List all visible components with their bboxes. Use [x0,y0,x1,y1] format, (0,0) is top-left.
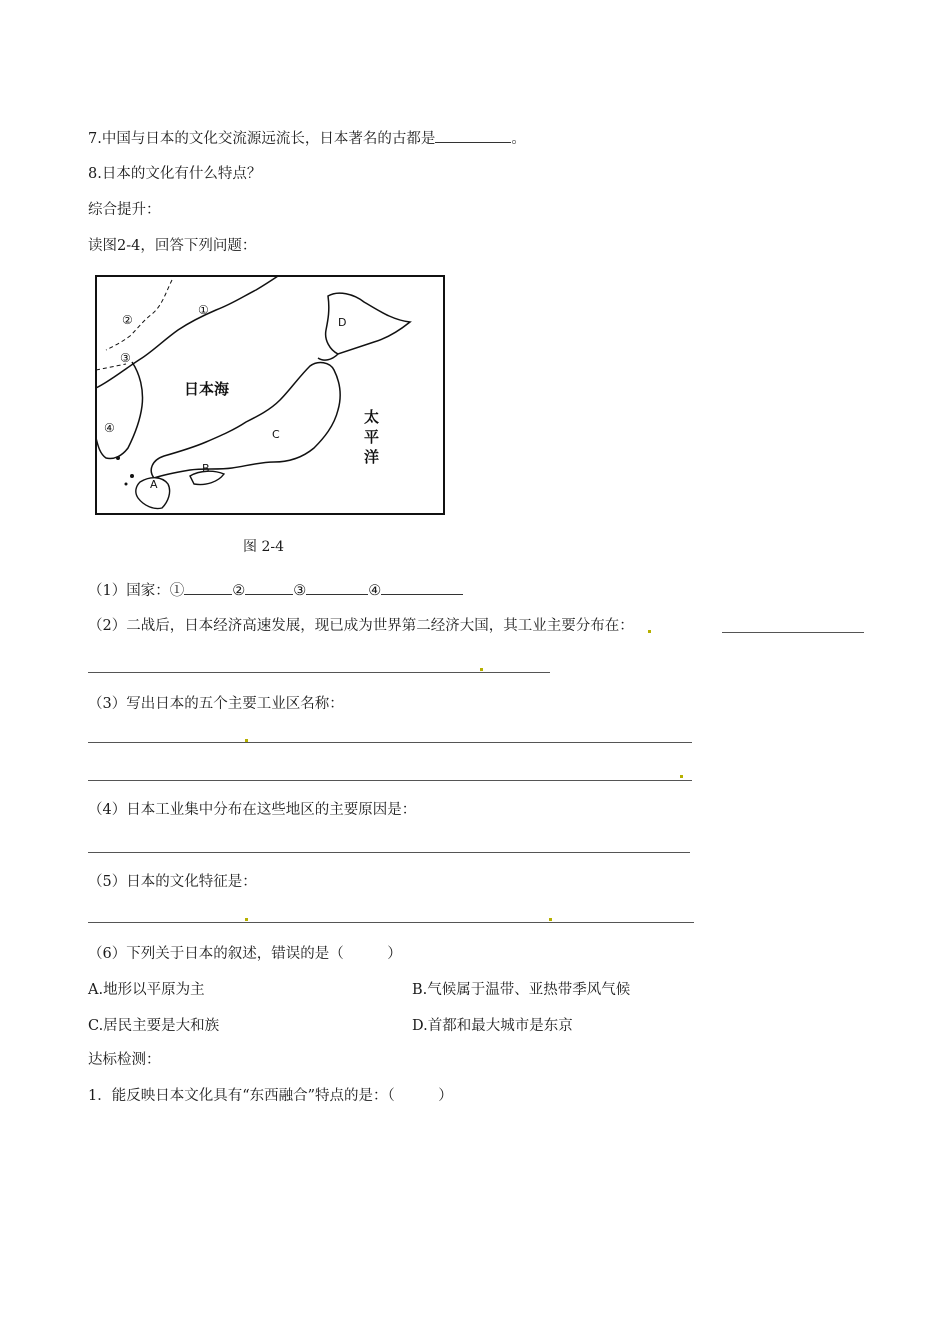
answer-blank[interactable] [245,580,293,595]
pacific-ocean-label [364,408,379,466]
section-comprehensive-heading: 综合提升： [88,202,161,218]
read-map-prompt: 读图2-4，回答下列问题： [88,238,257,254]
option-c[interactable]: C.居民主要是大和族 [88,1018,220,1034]
answer-line[interactable] [722,632,864,633]
question-7-suffix: 。 [511,131,526,147]
svg-text:平: 平 [364,428,380,446]
country-marker-3: ③ [120,351,131,365]
country-marker-2-label: ② [232,583,246,599]
answer-line[interactable] [88,922,694,923]
country-marker-2: ② [122,313,133,327]
answer-blank[interactable] [184,580,232,595]
region-label-c: C [272,428,280,441]
region-label-a: A [150,478,158,491]
section-test-heading: 达标检测： [88,1052,161,1068]
country-marker-4-label: ④ [368,583,382,599]
sub-question-2: （2）二战后，日本经济高速发展，现已成为世界第二经济大国，其工业主要分布在： [88,618,634,634]
answer-line[interactable] [88,852,690,853]
region-label-d: D [338,316,347,329]
sub-question-4: （4）日本工业集中分布在这些地区的主要原因是： [88,802,417,818]
sub-question-3: （3）写出日本的五个主要工业区名称： [88,696,344,712]
sea-of-japan-label: 日本海 [184,380,230,398]
answer-line[interactable] [88,672,550,673]
country-marker-3-label: ③ [293,583,307,599]
option-a[interactable]: A.地形以平原为主 [88,982,205,998]
question-8: 8.日本的文化有什么特点？ [88,166,262,182]
country-marker-1: ① [198,303,209,317]
question-7 [88,128,526,149]
sub-question-1-label: （1）国家： [88,583,170,599]
test-question-1: 1．能反映日本文化具有“东西融合”特点的是：（ ） [88,1088,453,1104]
question-7-text: 7.中国与日本的文化交流源远流长，日本著名的古都是 [88,131,436,147]
answer-line[interactable] [88,780,692,781]
svg-text:太: 太 [364,408,380,426]
option-d[interactable]: D.首都和最大城市是东京 [412,1018,573,1034]
svg-text:洋: 洋 [364,448,380,466]
answer-blank[interactable] [306,580,368,595]
answer-blank[interactable] [435,128,511,143]
sub-question-5: （5）日本的文化特征是： [88,874,257,890]
option-b[interactable]: B.气候属于温带、亚热带季风气候 [412,982,631,998]
region-label-b: B [202,462,210,475]
country-marker-4: ④ [104,421,115,435]
figure-caption: 图 2-4 [243,539,284,555]
answer-blank[interactable] [381,580,463,595]
answer-line[interactable] [88,742,692,743]
country-marker-1-label: ① [169,583,185,599]
sub-question-1 [88,580,463,601]
sub-question-6: （6）下列关于日本的叙述，错误的是（ ） [88,946,402,962]
japan-map-figure [92,270,448,516]
